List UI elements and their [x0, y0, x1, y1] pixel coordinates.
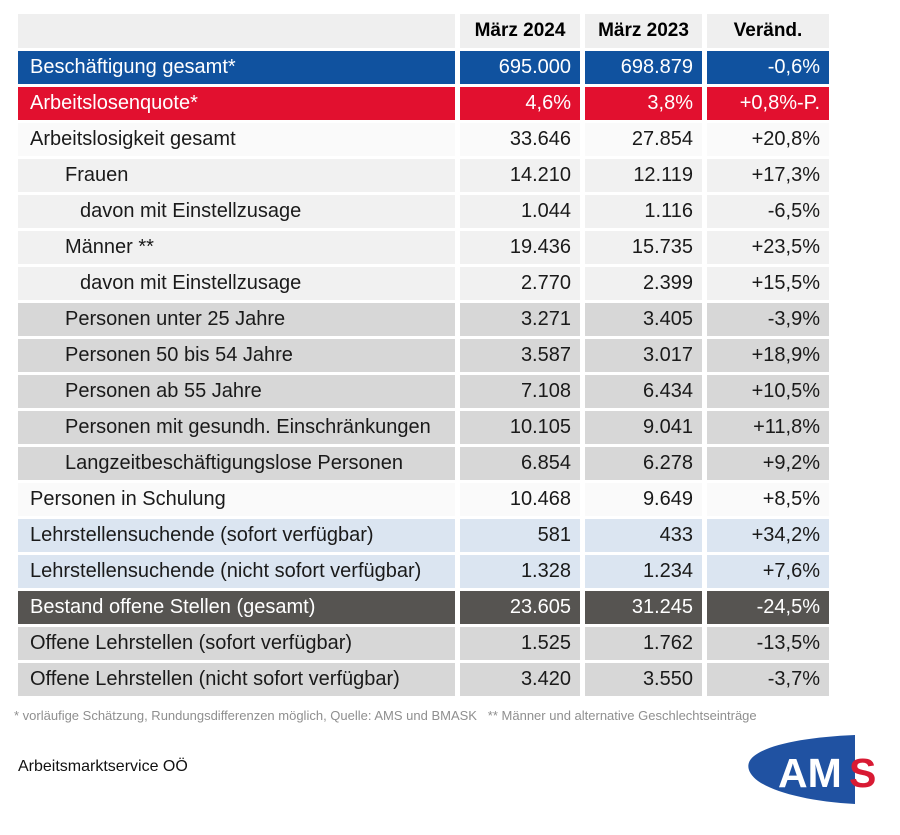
table-row — [18, 447, 829, 480]
table-row — [18, 195, 829, 228]
cell-maerz-2024: 2.770 — [460, 267, 580, 300]
row-label: Personen mit gesundh. Einschränkungen — [18, 411, 455, 444]
cell-veraend: +23,5% — [707, 231, 829, 264]
header-col-maerz-2023: März 2023 — [585, 14, 702, 48]
row-label: Lehrstellensuchende (sofort verfügbar) — [18, 519, 455, 552]
cell-veraend: +7,6% — [707, 555, 829, 588]
statistics-table — [18, 14, 829, 699]
cell-veraend: +0,8%-P. — [707, 87, 829, 120]
cell-maerz-2024: 3.420 — [460, 663, 580, 696]
cell-maerz-2023: 3.017 — [585, 339, 702, 372]
cell-maerz-2024: 1.044 — [460, 195, 580, 228]
cell-veraend: +17,3% — [707, 159, 829, 192]
table-row — [18, 483, 829, 516]
table-row — [18, 519, 829, 552]
table-header-row — [18, 14, 829, 48]
table-row — [18, 627, 829, 660]
cell-maerz-2023: 27.854 — [585, 123, 702, 156]
row-label: Personen unter 25 Jahre — [18, 303, 455, 336]
row-label: Beschäftigung gesamt* — [18, 51, 455, 84]
table-row — [18, 231, 829, 264]
cell-maerz-2024: 10.468 — [460, 483, 580, 516]
cell-veraend: +10,5% — [707, 375, 829, 408]
cell-maerz-2023: 9.041 — [585, 411, 702, 444]
cell-veraend: +11,8% — [707, 411, 829, 444]
table-row — [18, 339, 829, 372]
cell-veraend: -13,5% — [707, 627, 829, 660]
row-label: Personen ab 55 Jahre — [18, 375, 455, 408]
ams-logo-text-am: AM — [778, 750, 842, 796]
row-label: Personen in Schulung — [18, 483, 455, 516]
table-row — [18, 123, 829, 156]
org-name: Arbeitsmarktservice OÖ — [18, 758, 188, 775]
footnote: * vorläufige Schätzung, Rundungsdifferenzen möglich, Quelle: AMS und BMASK ** Männer und alternative Geschlechtseinträge — [14, 708, 757, 723]
table-row — [18, 303, 829, 336]
cell-maerz-2024: 7.108 — [460, 375, 580, 408]
row-label: Männer ** — [18, 231, 455, 264]
cell-maerz-2024: 6.854 — [460, 447, 580, 480]
cell-maerz-2024: 19.436 — [460, 231, 580, 264]
ams-logo — [745, 733, 887, 815]
cell-maerz-2023: 698.879 — [585, 51, 702, 84]
cell-maerz-2023: 6.278 — [585, 447, 702, 480]
table-row — [18, 555, 829, 588]
cell-maerz-2023: 9.649 — [585, 483, 702, 516]
cell-maerz-2024: 581 — [460, 519, 580, 552]
cell-veraend: +9,2% — [707, 447, 829, 480]
cell-veraend: +20,8% — [707, 123, 829, 156]
table-body — [18, 51, 829, 696]
row-label: davon mit Einstellzusage — [18, 267, 455, 300]
cell-veraend: -6,5% — [707, 195, 829, 228]
table-row — [18, 87, 829, 120]
cell-maerz-2023: 12.119 — [585, 159, 702, 192]
cell-veraend: +15,5% — [707, 267, 829, 300]
cell-maerz-2024: 23.605 — [460, 591, 580, 624]
row-label: Offene Lehrstellen (sofort verfügbar) — [18, 627, 455, 660]
cell-maerz-2023: 1.116 — [585, 195, 702, 228]
cell-maerz-2023: 3.405 — [585, 303, 702, 336]
table-row — [18, 375, 829, 408]
cell-maerz-2024: 1.525 — [460, 627, 580, 660]
cell-maerz-2023: 1.234 — [585, 555, 702, 588]
table-row — [18, 663, 829, 696]
cell-maerz-2023: 433 — [585, 519, 702, 552]
row-label: Lehrstellensuchende (nicht sofort verfügbar) — [18, 555, 455, 588]
cell-maerz-2024: 695.000 — [460, 51, 580, 84]
cell-maerz-2023: 3.550 — [585, 663, 702, 696]
row-label: Arbeitslosigkeit gesamt — [18, 123, 455, 156]
cell-veraend: +34,2% — [707, 519, 829, 552]
cell-maerz-2023: 6.434 — [585, 375, 702, 408]
cell-veraend: -0,6% — [707, 51, 829, 84]
row-label: davon mit Einstellzusage — [18, 195, 455, 228]
cell-maerz-2024: 14.210 — [460, 159, 580, 192]
cell-veraend: -3,9% — [707, 303, 829, 336]
cell-maerz-2024: 3.587 — [460, 339, 580, 372]
header-col-maerz-2024: März 2024 — [460, 14, 580, 48]
cell-maerz-2024: 3.271 — [460, 303, 580, 336]
cell-maerz-2024: 10.105 — [460, 411, 580, 444]
cell-maerz-2024: 33.646 — [460, 123, 580, 156]
row-label: Offene Lehrstellen (nicht sofort verfügbar) — [18, 663, 455, 696]
cell-veraend: +18,9% — [707, 339, 829, 372]
table-row — [18, 159, 829, 192]
header-label-cell — [18, 14, 455, 48]
cell-maerz-2023: 2.399 — [585, 267, 702, 300]
ams-logo-text-s: S — [849, 750, 877, 796]
cell-maerz-2023: 3,8% — [585, 87, 702, 120]
row-label: Bestand offene Stellen (gesamt) — [18, 591, 455, 624]
row-label: Personen 50 bis 54 Jahre — [18, 339, 455, 372]
cell-maerz-2024: 1.328 — [460, 555, 580, 588]
cell-veraend: +8,5% — [707, 483, 829, 516]
cell-maerz-2023: 1.762 — [585, 627, 702, 660]
cell-veraend: -3,7% — [707, 663, 829, 696]
row-label: Langzeitbeschäftigungslose Personen — [18, 447, 455, 480]
table-row — [18, 267, 829, 300]
cell-maerz-2023: 31.245 — [585, 591, 702, 624]
table-row — [18, 591, 829, 624]
table-row — [18, 411, 829, 444]
table-row — [18, 51, 829, 84]
row-label: Arbeitslosenquote* — [18, 87, 455, 120]
cell-veraend: -24,5% — [707, 591, 829, 624]
header-col-veraend: Veränd. — [707, 14, 829, 48]
row-label: Frauen — [18, 159, 455, 192]
cell-maerz-2024: 4,6% — [460, 87, 580, 120]
cell-maerz-2023: 15.735 — [585, 231, 702, 264]
